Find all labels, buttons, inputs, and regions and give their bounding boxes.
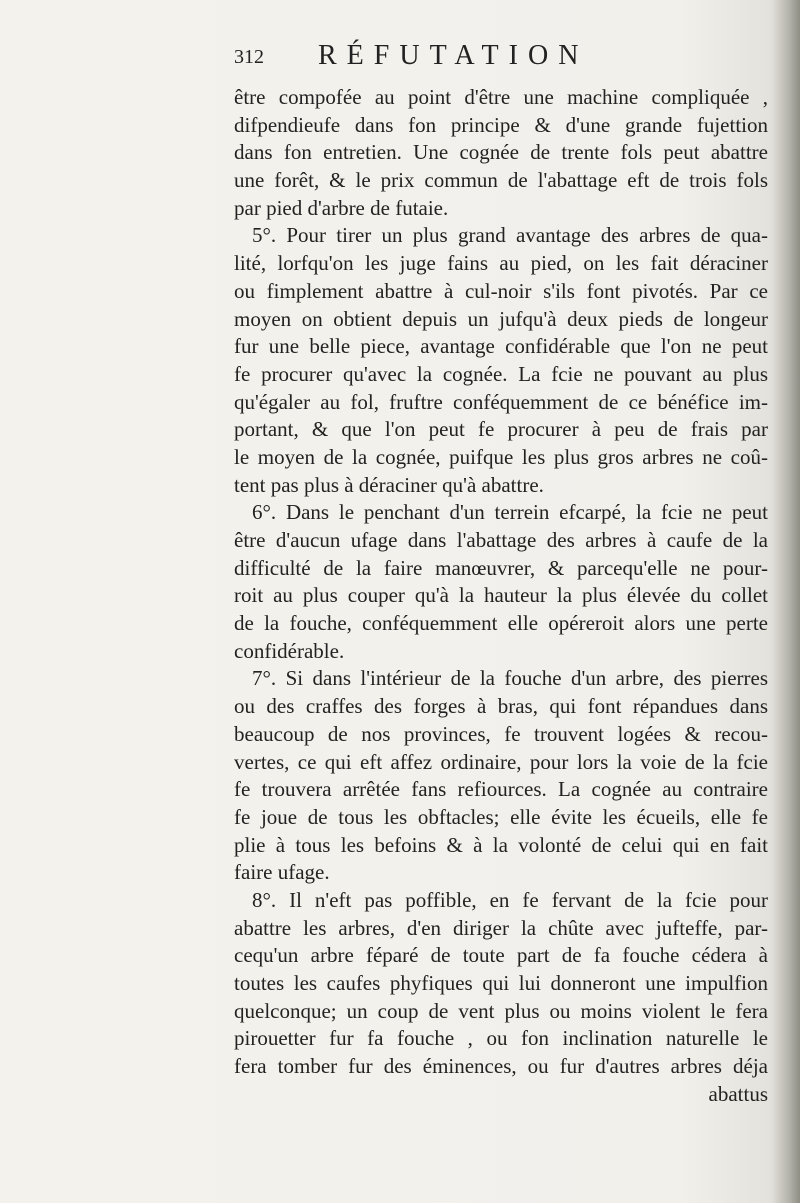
text-line: une forêt, & le prix commun de l'abattage eft de trois fols (234, 168, 768, 193)
text-line: portant, & que l'on peut fe procurer à peu de frais par (234, 417, 768, 442)
text-line: être compofée au point d'être une machine compliquée , (234, 85, 768, 109)
body-text (234, 84, 768, 1108)
catchword: abattus (708, 1081, 768, 1106)
paragraph-6-start: 6°. Dans le penchant d'un terrein efcarpé, la fcie ne peut (252, 500, 768, 525)
text-line: lité, lorfqu'on les juge fains au pied, on les fait déraciner (234, 251, 768, 276)
page-edge-shadow (772, 0, 800, 1203)
text-line: faire ufage. (234, 860, 330, 885)
text-line: difficulté de la faire manœuvrer, & parcequ'elle ne pour- (234, 555, 768, 580)
text-line: le moyen de la cognée, puifque les plus gros arbres ne coû- (234, 444, 768, 469)
text-line: cequ'un arbre féparé de toute part de fa fouche cédera à (234, 943, 768, 968)
text-line: qu'égaler au fol, fruftre conféquemment de ce bénéfice im- (234, 389, 768, 414)
text-line: pirouetter fur fa fouche , ou fon inclination naturelle le (234, 1026, 768, 1051)
text-line: fe procurer qu'avec la cognée. La fcie ne pouvant au plus (234, 361, 768, 386)
text-line: difpendieufe dans fon principe & d'une grande fujettion (234, 112, 768, 137)
running-title: RÉFUTATION (318, 40, 589, 71)
paragraph-8-start: 8°. Il n'eft pas poffible, en fe fervant de la fcie pour (252, 887, 768, 912)
text-line: vertes, ce qui eft affez ordinaire, pour lors la voie de la fcie (234, 749, 768, 774)
paragraph-7-start: 7°. Si dans l'intérieur de la fouche d'un arbre, des pierres (252, 666, 768, 691)
page-header (234, 40, 754, 76)
text-line: beaucoup de nos provinces, fe trouvent logées & recou- (234, 721, 768, 746)
text-line: abattre les arbres, d'en diriger la chûte avec jufteffe, par- (234, 915, 768, 940)
text-line: plie à tous les befoins & à la volonté de celui qui en fait (234, 832, 768, 857)
text-line: fur une belle piece, avantage confidérable que l'on ne peut (234, 334, 768, 359)
text-line: de la fouche, conféquemment elle opéreroit alors une perte (234, 611, 768, 636)
text-line: dans fon entretien. Une cognée de trente fols peut abattre (234, 140, 768, 165)
text-line: fera tomber fur des éminences, ou fur d'autres arbres déja (234, 1054, 768, 1079)
text-line: tent pas plus à déraciner qu'à abattre. (234, 472, 544, 497)
page-number: 312 (234, 46, 264, 68)
text-line: ou des craffes des forges à bras, qui font répandues dans (234, 694, 768, 719)
text-line: roit au plus couper qu'à la hauteur la plus élevée du collet (234, 583, 768, 608)
text-line: être d'aucun ufage dans l'abattage des arbres à caufe de la (234, 528, 768, 552)
text-line: ou fimplement abattre à cul-noir s'ils font pivotés. Par ce (234, 278, 768, 303)
text-line: fe trouvera arrêtée fans refiources. La cognée au contraire (234, 777, 768, 802)
text-line: moyen on obtient depuis un jufqu'à deux pieds de longeur (234, 306, 768, 331)
text-line: fe joue de tous les obftacles; elle évite les écueils, elle fe (234, 804, 768, 829)
text-line: confidérable. (234, 638, 345, 663)
paragraph-5-start: 5°. Pour tirer un plus grand avantage des arbres de qua- (252, 223, 768, 248)
text-line: quelconque; un coup de vent plus ou moins violent le fera (234, 998, 768, 1023)
text-line: toutes les caufes phyfiques qui lui donneront une impulfion (234, 971, 768, 995)
text-line: par pied d'arbre de futaie. (234, 195, 449, 220)
